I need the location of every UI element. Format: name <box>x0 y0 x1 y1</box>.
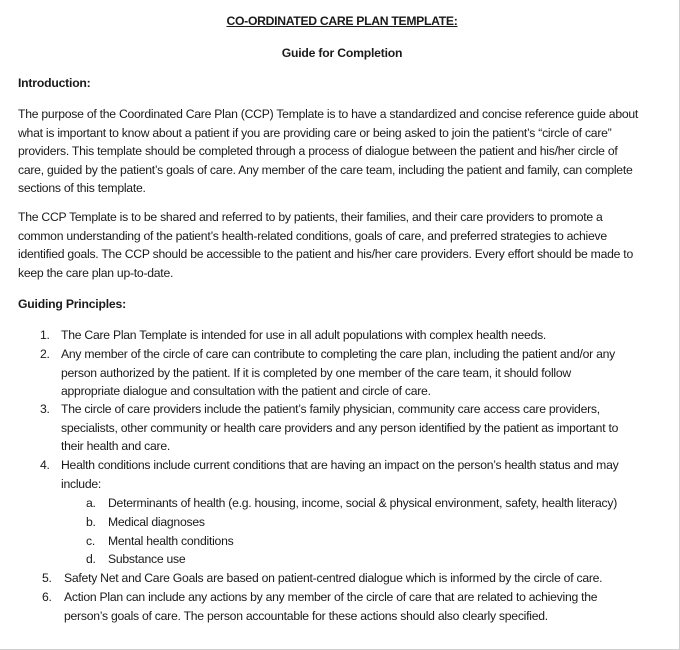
list-item-line: Any member of the circle of care can contribute to completing the care plan, including the patient and/or any <box>61 347 616 361</box>
sub-item-text: Determinants of health (e.g. housing, income, social & physical environment, safety, health literacy) <box>108 496 618 510</box>
guiding-principles-heading: Guiding Principles: <box>18 297 126 311</box>
paragraph-line: sections of this template. <box>18 181 146 196</box>
paragraph-line: common understanding of the patient’s health-related conditions, goals of care, and preferred strategies to achieve <box>18 228 607 243</box>
introduction-heading: Introduction: <box>18 76 91 90</box>
paragraph-line: care, guided by the patient’s goals of care. Any member of the care team, including the patient and family, can complete <box>18 162 633 177</box>
principle-item-3 <box>40 400 618 456</box>
paragraph-line: identified goals. The CCP should be accessible to the patient and his/her care providers. Every effort should be made to <box>18 247 633 262</box>
list-number: 1. <box>40 328 50 342</box>
list-item-line: Action Plan can include any actions by any member of the circle of care that are related to achieving the <box>64 590 598 604</box>
list-item-line: The Care Plan Template is intended for use in all adult populations with complex health needs. <box>61 328 547 342</box>
principle-item-5 <box>42 569 602 588</box>
list-item-line: their health and care. <box>61 439 171 454</box>
sub-item-letter: d. <box>86 552 96 566</box>
list-item-line: Safety Net and Care Goals are based on patient-centred dialogue which is informed by the circle of care. <box>64 571 603 585</box>
list-number: 4. <box>40 458 50 472</box>
list-number: 5. <box>42 571 52 585</box>
sub-item-d <box>86 550 185 569</box>
list-item-line: person authorized by the patient. If it is completed by one member of the care team, it should follow <box>61 365 571 380</box>
list-item-line: appropriate dialogue and consultation with the patient and circle of care. <box>61 384 431 399</box>
paragraph-line: The purpose of the Coordinated Care Plan (CCP) Template is to have a standardized and concise reference guide about <box>18 107 639 121</box>
sub-item-a <box>86 494 617 513</box>
principle-item-4 <box>40 456 618 493</box>
list-item-line: Health conditions include current conditions that are having an impact on the person’s health status and may <box>61 458 619 472</box>
list-item-line: The circle of care providers include the patient’s family physician, community care access care providers, <box>61 402 600 416</box>
list-number: 2. <box>40 347 50 361</box>
sub-item-text: Mental health conditions <box>108 534 234 548</box>
list-item-line: include: <box>61 476 102 491</box>
principle-item-2 <box>40 345 615 401</box>
list-item-line: person’s goals of care. The person accountable for these actions should also clearly specified. <box>64 608 548 623</box>
sub-item-b <box>86 513 205 532</box>
principle-item-1 <box>40 326 546 345</box>
sub-item-letter: a. <box>86 496 96 510</box>
sub-item-letter: c. <box>86 534 95 548</box>
principle-item-6 <box>42 588 597 625</box>
list-number: 6. <box>42 590 52 604</box>
sub-item-text: Substance use <box>108 552 186 566</box>
paragraph-line: keep the care plan up-to-date. <box>18 265 174 280</box>
list-number: 3. <box>40 402 50 416</box>
sub-item-text: Medical diagnoses <box>108 515 205 529</box>
paragraph-line: The CCP Template is to be shared and referred to by patients, their families, and their care providers to promote a <box>18 210 603 224</box>
sub-item-c <box>86 532 233 551</box>
paragraph-line: what is important to know about a patient if you are providing care or being asked to join the patient’s “circle of care” <box>18 125 612 140</box>
sub-item-letter: b. <box>86 515 96 529</box>
paragraph-line: providers. This template should be completed through a process of dialogue between the patient and his/her circle of <box>18 144 618 159</box>
list-item-line: specialists, other community or health care providers and any person identified by the patient as important to <box>61 420 619 435</box>
document-subtitle: Guide for Completion <box>281 46 403 60</box>
introduction-paragraph-1 <box>18 105 668 198</box>
introduction-paragraph-2 <box>18 208 668 282</box>
document-title: CO-ORDINATED CARE PLAN TEMPLATE: <box>226 14 458 28</box>
